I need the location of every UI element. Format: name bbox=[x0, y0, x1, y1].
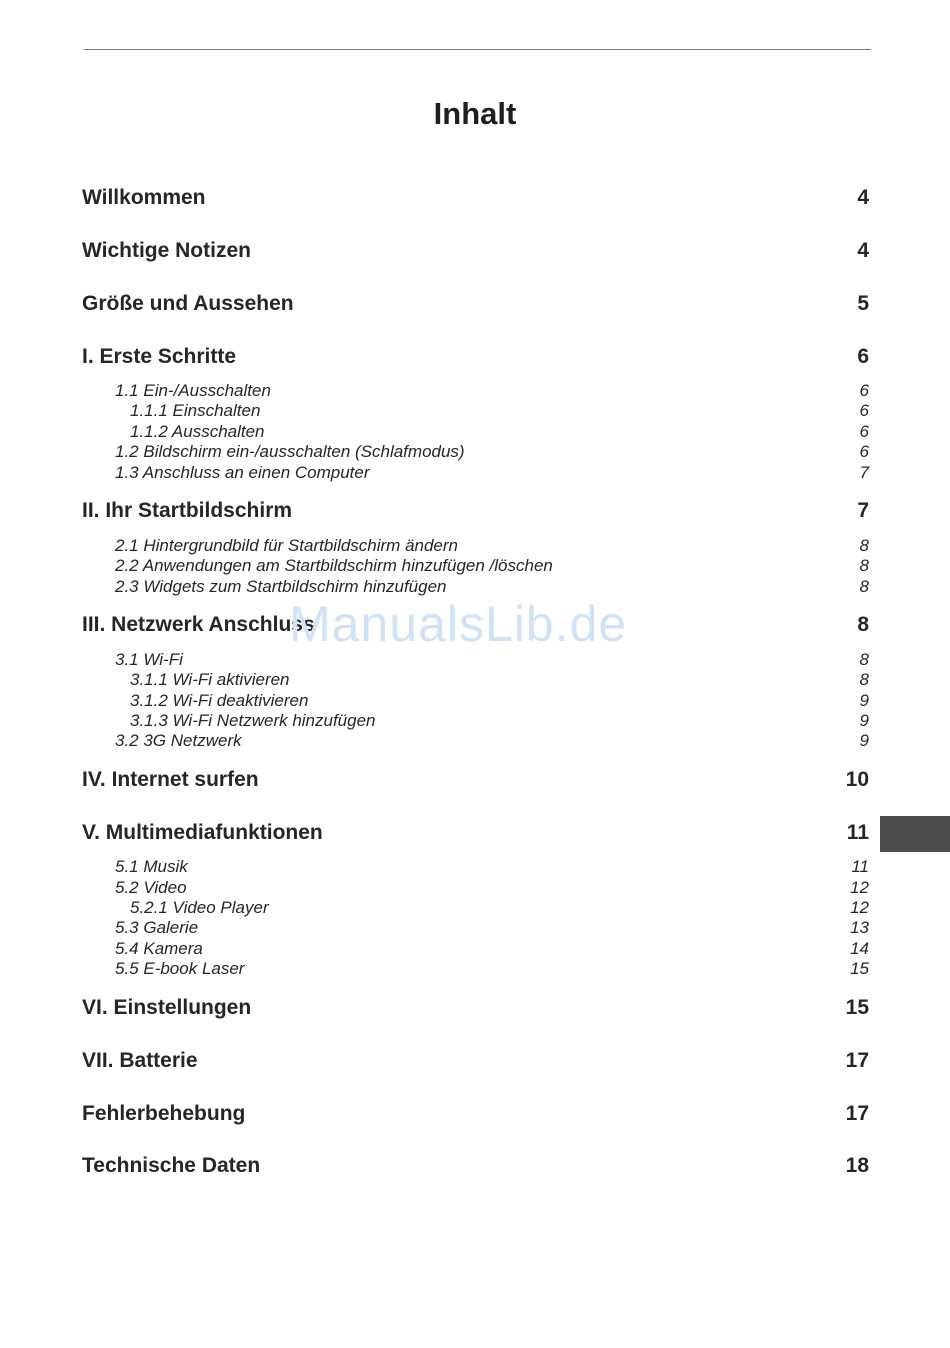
toc-entry-label: 5.1 Musik bbox=[115, 857, 188, 876]
toc-entry-page-number: 11 bbox=[846, 821, 869, 844]
toc-entry-page-number: 9 bbox=[859, 691, 869, 710]
toc-entry-page-number: 11 bbox=[851, 857, 869, 876]
toc-entry-page-number: 8 bbox=[859, 536, 869, 555]
toc-chapter-entry bbox=[82, 499, 869, 525]
toc-entry-label: 5.5 E-book Laser bbox=[115, 959, 245, 978]
toc-entry-page-number: 12 bbox=[850, 898, 869, 917]
toc-entry-page-number: 6 bbox=[859, 422, 869, 441]
toc-entry-label: V. Multimediafunktionen bbox=[82, 821, 323, 844]
toc-chapter-entry bbox=[82, 996, 869, 1022]
toc-entry-page-number: 7 bbox=[857, 499, 869, 522]
watermark: ManualsLib.de bbox=[289, 596, 628, 652]
toc-chapter-entry bbox=[82, 239, 869, 265]
toc-subsection-entry bbox=[82, 381, 869, 401]
toc-subsection-entry bbox=[82, 463, 869, 483]
toc-chapter-entry bbox=[82, 186, 869, 212]
toc-entry-label: Willkommen bbox=[82, 186, 206, 209]
toc-entry-page-number: 4 bbox=[857, 186, 869, 209]
toc-entry-page-number: 6 bbox=[859, 401, 869, 420]
toc-entry-label: 5.4 Kamera bbox=[115, 939, 203, 958]
toc-entry-label: 5.2 Video bbox=[115, 878, 187, 897]
toc-entry-page-number: 6 bbox=[859, 381, 869, 400]
toc-subsection-entry bbox=[82, 650, 869, 670]
toc-entry-page-number: 5 bbox=[857, 292, 869, 315]
toc-chapter-entry bbox=[82, 1102, 869, 1128]
toc-chapter-entry bbox=[82, 1049, 869, 1075]
toc-entry-page-number: 15 bbox=[845, 996, 869, 1019]
toc-subsection-entry bbox=[82, 878, 869, 898]
toc-entry-page-number: 14 bbox=[850, 939, 869, 958]
toc-entry-page-number: 9 bbox=[859, 711, 869, 730]
toc-entry-page-number: 17 bbox=[845, 1049, 869, 1072]
toc-subsection-entry bbox=[82, 422, 869, 442]
toc-entry-page-number: 10 bbox=[845, 768, 869, 791]
toc-entry-page-number: 8 bbox=[859, 670, 869, 689]
toc-entry-page-number: 18 bbox=[845, 1154, 869, 1177]
toc-subsection-entry bbox=[82, 918, 869, 938]
toc-subsection-entry bbox=[82, 556, 869, 576]
toc-entry-label: 3.1.3 Wi-Fi Netzwerk hinzufügen bbox=[130, 711, 376, 730]
toc-entry-label: 3.2 3G Netzwerk bbox=[115, 731, 242, 750]
toc-subsection-entry bbox=[82, 857, 869, 877]
toc-entry-label: I. Erste Schritte bbox=[82, 345, 237, 368]
toc-entry-label: 5.3 Galerie bbox=[115, 918, 199, 937]
toc-subsection-entry bbox=[82, 731, 869, 751]
toc-chapter-entry bbox=[82, 345, 869, 371]
toc-entry-label: 1.1 Ein-/Ausschalten bbox=[115, 381, 271, 400]
toc-subsection-entry bbox=[82, 401, 869, 421]
toc-entry-page-number: 15 bbox=[850, 959, 869, 978]
toc-subsection-entry bbox=[82, 939, 869, 959]
toc-chapter-entry bbox=[82, 768, 869, 794]
toc-chapter-entry bbox=[82, 613, 869, 639]
toc-entry-label: 1.2 Bildschirm ein-/ausschalten (Schlafmodus) bbox=[115, 442, 465, 461]
toc-entry-page-number: 8 bbox=[859, 650, 869, 669]
toc-entry-label: IV. Internet surfen bbox=[82, 768, 259, 791]
toc-entry-label: VII. Batterie bbox=[82, 1049, 198, 1072]
toc-entry-label: III. Netzwerk Anschluss bbox=[82, 613, 315, 636]
toc-subsection-entry bbox=[82, 442, 869, 462]
toc-entry-label: 2.3 Widgets zum Startbildschirm hinzufügen bbox=[115, 577, 447, 596]
toc-entry-page-number: 8 bbox=[859, 556, 869, 575]
toc-chapter-entry bbox=[82, 292, 869, 318]
toc-entry-label: VI. Einstellungen bbox=[82, 996, 252, 1019]
toc-subsection-entry bbox=[82, 959, 869, 979]
toc-subsection-entry bbox=[82, 691, 869, 711]
toc-entry-label: 3.1.1 Wi-Fi aktivieren bbox=[130, 670, 290, 689]
page-title: Inhalt bbox=[433, 96, 517, 131]
toc-entry-page-number: 7 bbox=[859, 463, 869, 482]
toc-subsection-entry bbox=[82, 536, 869, 556]
toc-entry-label: 1.3 Anschluss an einen Computer bbox=[115, 463, 370, 482]
toc-entry-label: Wichtige Notizen bbox=[82, 239, 251, 262]
toc-entry-label: II. Ihr Startbildschirm bbox=[82, 499, 293, 522]
toc-chapter-entry bbox=[82, 1154, 869, 1180]
toc-chapter-entry bbox=[82, 821, 869, 847]
toc-entry-label: 3.1 Wi-Fi bbox=[115, 650, 183, 669]
toc-entry-page-number: 8 bbox=[857, 613, 869, 636]
toc-entry-label: 1.1.1 Einschalten bbox=[130, 401, 261, 420]
toc-entry-page-number: 9 bbox=[859, 731, 869, 750]
toc-subsection-entry bbox=[82, 577, 869, 597]
toc-subsection-entry bbox=[82, 670, 869, 690]
toc-subsection-entry bbox=[82, 898, 869, 918]
toc-entry-label: 2.1 Hintergrundbild für Startbildschirm ändern bbox=[115, 536, 459, 555]
toc-entry-label: Größe und Aussehen bbox=[82, 292, 294, 315]
toc-entry-page-number: 13 bbox=[850, 918, 869, 937]
chapter-tab-marker bbox=[880, 816, 950, 852]
toc-entry-page-number: 4 bbox=[857, 239, 869, 262]
toc-entry-label: 2.2 Anwendungen am Startbildschirm hinzufügen /löschen bbox=[115, 556, 553, 575]
toc-entry-label: Technische Daten bbox=[82, 1154, 261, 1177]
toc-entry-page-number: 12 bbox=[850, 878, 869, 897]
toc-entry-page-number: 6 bbox=[859, 442, 869, 461]
toc-entry-page-number: 17 bbox=[845, 1102, 869, 1125]
toc-entry-page-number: 6 bbox=[857, 345, 869, 368]
toc-subsection-entry bbox=[82, 711, 869, 731]
toc-entry-label: 1.1.2 Ausschalten bbox=[130, 422, 265, 441]
toc-entry-label: 5.2.1 Video Player bbox=[130, 898, 269, 917]
toc-entry-label: Fehlerbehebung bbox=[82, 1102, 246, 1125]
toc-entry-label: 3.1.2 Wi-Fi deaktivieren bbox=[130, 691, 309, 710]
toc-entry-page-number: 8 bbox=[859, 577, 869, 596]
